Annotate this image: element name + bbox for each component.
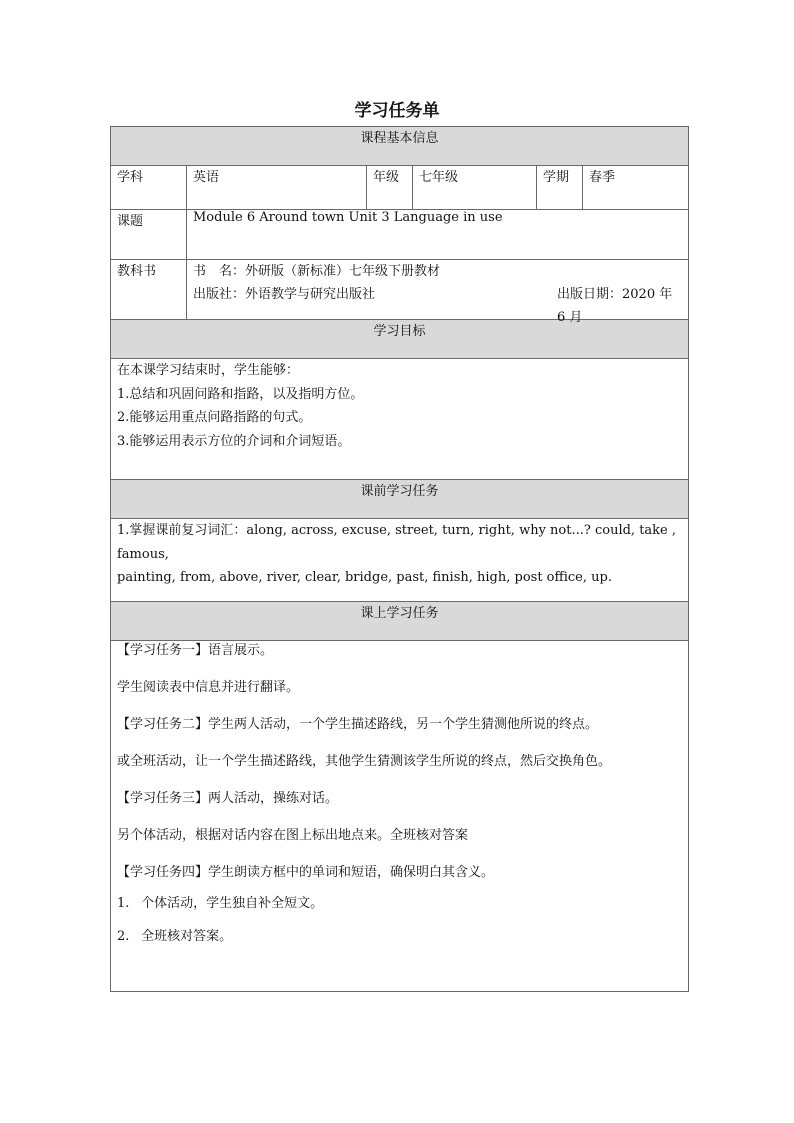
topic-value: Module 6 Around town Unit 3 Language in use [187,210,689,260]
task-one-detail: 学生阅读表中信息并进行翻译。 [117,680,300,695]
book-name: 书 名：外研版（新标准）七年级下册教材 [193,264,441,279]
page-title: 学习任务单 [354,101,440,121]
pre-class-row [111,519,689,602]
goal-item: 1.总结和巩固问路和指路，以及指明方位。 [117,386,364,402]
section-pre-class [111,480,689,519]
textbook-details [187,260,689,325]
task-sheet-table [110,126,689,992]
goal-item: 2.能够运用重点问路指路的句式。 [117,410,312,425]
publisher-line [193,283,682,325]
task-two-detail: 或全班活动，让一个学生描述路线，其他学生猜测该学生所说的终点，然后交换角色。 [117,754,612,769]
step-text: 全班核对答案。 [141,929,233,944]
step-number: 2. [117,929,130,944]
grade-label: 年级 [367,166,413,210]
section-basic-info [111,127,689,166]
info-row-textbook [111,260,689,320]
section-in-class [111,602,689,641]
publisher: 出版社：外语教学与研究出版社 [193,287,376,302]
grade-value: 七年级 [413,166,537,210]
section-basic-info-title: 课程基本信息 [111,127,689,166]
section-goals-title: 学习目标 [111,320,689,359]
term-label: 学期 [537,166,583,210]
info-row-subject [111,166,689,210]
publication-date: 出版日期：2020 年 6 月 [557,287,673,325]
task-two-heading: 【学习任务二】学生两人活动，一个学生描述路线，另一个学生猜测他所说的终点。 [117,717,599,732]
goal-item: 3.能够运用表示方位的介词和介词短语。 [117,433,351,449]
subject-value: 英语 [187,166,367,210]
pre-class-vocab-line: painting, from, above, river, clear, bridge, past, finish, high, post office, up. [117,570,612,585]
subject-label: 学科 [111,166,187,210]
task-three-heading: 【学习任务三】两人活动，操练对话。 [117,791,339,806]
section-pre-class-title: 课前学习任务 [111,480,689,519]
goals-row [111,359,689,480]
step-number: 1. [117,896,130,911]
in-class-row [111,641,689,992]
pre-class-vocab-line: 1.掌握课前复习词汇：along, across, excuse, street, turn, right, why not...? could, take , famous, [117,523,677,562]
section-in-class-title: 课上学习任务 [111,602,689,641]
task-three-detail: 另个体活动，根据对话内容在图上标出地点来。全班核对答案 [117,828,469,843]
topic-label: 课题 [111,210,187,260]
numbered-step [117,927,682,946]
in-class-content [111,641,689,992]
goals-content [111,359,689,480]
term-value: 春季 [583,166,689,210]
task-four-heading: 【学习任务四】学生朗读方框中的单词和短语，确保明白其含义。 [117,865,495,880]
numbered-step [117,894,682,913]
pre-class-content [111,519,689,602]
goals-intro: 在本课学习结束时，学生能够： [117,363,300,378]
info-row-topic [111,210,689,260]
textbook-label: 教科书 [111,260,187,320]
step-text: 个体活动，学生独自补全短文。 [141,896,324,911]
task-one-heading: 【学习任务一】语言展示。 [117,643,274,658]
